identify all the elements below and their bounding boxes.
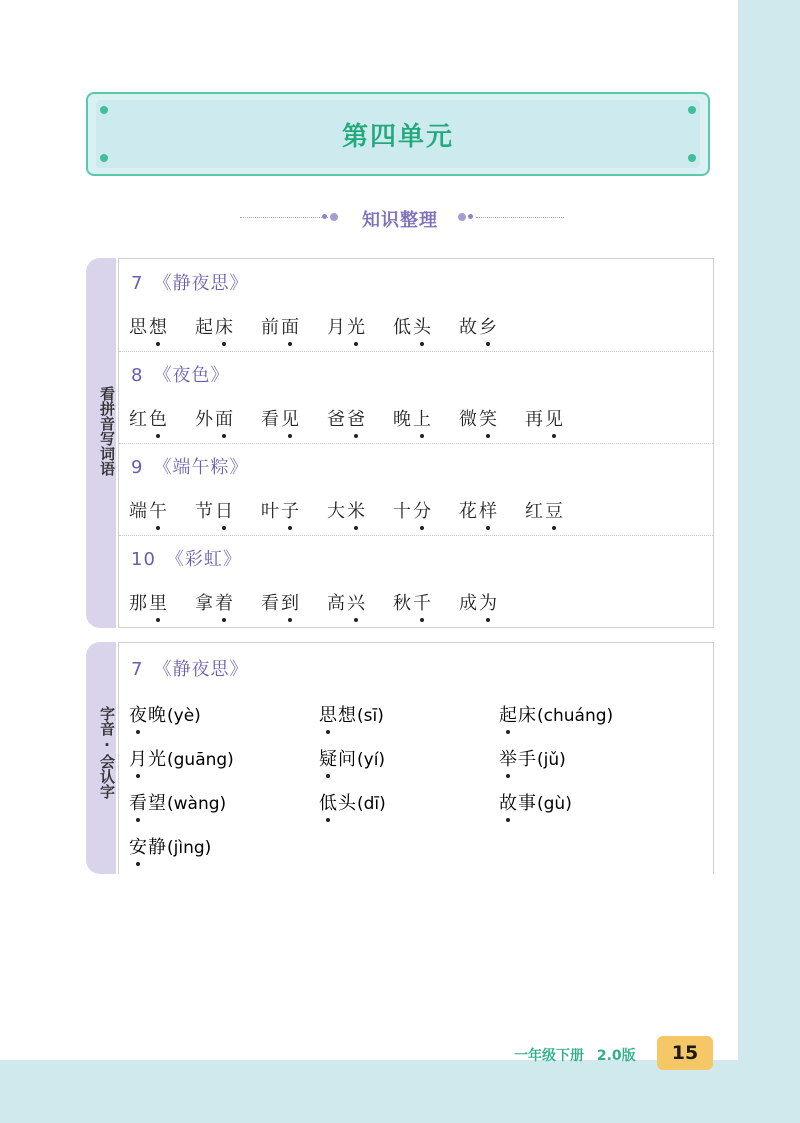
character: 笑 bbox=[479, 405, 499, 431]
character: 乡 bbox=[479, 313, 499, 339]
footer-version: 2.0版 bbox=[596, 1048, 636, 1064]
pinyin: (chuáng) bbox=[537, 706, 614, 726]
character: 成 bbox=[459, 593, 479, 614]
word bbox=[319, 789, 357, 815]
word bbox=[327, 497, 367, 523]
lesson-number: 8 bbox=[131, 365, 144, 386]
character: 拿 bbox=[195, 593, 215, 614]
lesson-title bbox=[131, 453, 248, 479]
word-row bbox=[129, 313, 525, 339]
pinyin: (wàng) bbox=[167, 794, 227, 814]
banner-dot-icon bbox=[100, 154, 108, 162]
character: 床 bbox=[215, 313, 235, 339]
character: 色 bbox=[149, 405, 169, 431]
pinyin-item bbox=[499, 789, 572, 815]
word bbox=[129, 313, 169, 339]
character: 节 bbox=[195, 501, 215, 522]
word-row bbox=[129, 405, 591, 431]
lesson-name: 《静夜思》 bbox=[153, 273, 249, 294]
character: 晚 bbox=[148, 705, 167, 726]
word bbox=[129, 497, 169, 523]
pinyin: (sī) bbox=[357, 706, 384, 726]
unit-banner bbox=[86, 92, 710, 176]
word bbox=[393, 589, 433, 615]
character: 想 bbox=[149, 313, 169, 339]
word bbox=[195, 405, 235, 431]
word-row bbox=[129, 589, 525, 615]
pinyin: (yè) bbox=[167, 706, 201, 726]
word bbox=[261, 589, 301, 615]
character: 着 bbox=[215, 589, 235, 615]
word-row bbox=[129, 497, 591, 523]
character: 分 bbox=[413, 497, 433, 523]
word bbox=[129, 405, 169, 431]
character: 前 bbox=[261, 317, 281, 338]
pinyin-item bbox=[129, 745, 234, 771]
character: 兴 bbox=[347, 589, 367, 615]
character: 外 bbox=[195, 409, 215, 430]
word bbox=[195, 497, 235, 523]
footer-grade: 一年级下册 bbox=[514, 1048, 584, 1064]
word bbox=[327, 589, 367, 615]
character: 花 bbox=[459, 501, 479, 522]
character: 见 bbox=[281, 405, 301, 431]
character: 月 bbox=[129, 745, 148, 771]
word bbox=[499, 789, 537, 815]
word bbox=[319, 701, 357, 727]
character: 头 bbox=[413, 313, 433, 339]
character: 故 bbox=[459, 317, 479, 338]
section2-tab bbox=[86, 642, 116, 874]
character: 再 bbox=[525, 409, 545, 430]
character: 爸 bbox=[347, 405, 367, 431]
unit-title: 第四单元 bbox=[341, 122, 454, 152]
character: 面 bbox=[215, 405, 235, 431]
character: 秋 bbox=[393, 593, 413, 614]
section1-tab-label: 看拼音写词语 bbox=[98, 386, 116, 476]
section-heading bbox=[240, 204, 560, 232]
pinyin-item bbox=[129, 701, 201, 727]
character: 红 bbox=[129, 409, 149, 430]
character: 事 bbox=[518, 793, 537, 814]
lesson-name: 《彩虹》 bbox=[165, 549, 242, 570]
word bbox=[261, 497, 301, 523]
character: 米 bbox=[347, 497, 367, 523]
character: 豆 bbox=[545, 497, 565, 523]
character: 见 bbox=[545, 405, 565, 431]
word bbox=[525, 497, 565, 523]
character: 微 bbox=[459, 409, 479, 430]
word bbox=[525, 405, 565, 431]
character: 爸 bbox=[327, 409, 347, 430]
word bbox=[327, 405, 367, 431]
character: 为 bbox=[479, 589, 499, 615]
banner-dot-icon bbox=[688, 106, 696, 114]
row-divider bbox=[119, 443, 713, 444]
character: 午 bbox=[149, 497, 169, 523]
character: 红 bbox=[525, 501, 545, 522]
character: 晚 bbox=[393, 409, 413, 430]
character: 举 bbox=[499, 745, 518, 771]
lesson-name: 《夜色》 bbox=[153, 365, 230, 386]
character: 叶 bbox=[261, 501, 281, 522]
footer bbox=[514, 1045, 636, 1065]
banner-dot-icon bbox=[688, 154, 696, 162]
pinyin: (yí) bbox=[357, 750, 386, 770]
character: 光 bbox=[148, 749, 167, 770]
character: 低 bbox=[393, 317, 413, 338]
character: 起 bbox=[499, 701, 518, 727]
word bbox=[393, 405, 433, 431]
word bbox=[319, 745, 357, 771]
character: 光 bbox=[347, 313, 367, 339]
word bbox=[499, 701, 537, 727]
section-title: 知识整理 bbox=[362, 210, 438, 231]
character: 望 bbox=[148, 793, 167, 814]
section1-box bbox=[118, 258, 714, 628]
pinyin-item bbox=[319, 701, 384, 727]
word bbox=[129, 589, 169, 615]
character: 十 bbox=[393, 501, 413, 522]
row-divider bbox=[119, 535, 713, 536]
word bbox=[459, 497, 499, 523]
word bbox=[129, 789, 167, 815]
character: 看 bbox=[129, 789, 148, 815]
character: 想 bbox=[338, 705, 357, 726]
character: 里 bbox=[149, 589, 169, 615]
row-divider bbox=[119, 351, 713, 352]
character: 安 bbox=[129, 833, 148, 859]
character: 面 bbox=[281, 313, 301, 339]
character: 头 bbox=[338, 793, 357, 814]
character: 故 bbox=[499, 789, 518, 815]
character: 床 bbox=[518, 705, 537, 726]
pinyin: (gù) bbox=[537, 794, 572, 814]
word bbox=[261, 405, 301, 431]
character: 疑 bbox=[319, 745, 338, 771]
pinyin-item bbox=[499, 701, 613, 727]
lesson-title bbox=[131, 269, 248, 295]
character: 手 bbox=[518, 749, 537, 770]
character: 思 bbox=[319, 701, 338, 727]
word bbox=[459, 313, 499, 339]
pinyin-item bbox=[129, 789, 226, 815]
character: 夜 bbox=[129, 701, 148, 727]
character: 月 bbox=[327, 317, 347, 338]
character: 千 bbox=[413, 589, 433, 615]
lesson-name: 《端午粽》 bbox=[153, 457, 249, 478]
word bbox=[459, 589, 499, 615]
pinyin-item bbox=[319, 789, 386, 815]
word bbox=[459, 405, 499, 431]
character: 到 bbox=[281, 589, 301, 615]
word bbox=[129, 833, 167, 859]
character: 思 bbox=[129, 317, 149, 338]
character: 问 bbox=[338, 749, 357, 770]
word bbox=[195, 589, 235, 615]
lesson-number: 10 bbox=[131, 549, 156, 570]
word bbox=[499, 745, 537, 771]
character: 大 bbox=[327, 501, 347, 522]
word bbox=[393, 497, 433, 523]
character: 那 bbox=[129, 593, 149, 614]
lesson-title bbox=[131, 655, 248, 681]
character: 低 bbox=[319, 789, 338, 815]
pinyin: (jǔ) bbox=[537, 750, 566, 770]
page-edge-strip bbox=[738, 0, 800, 1123]
lesson-number: 7 bbox=[131, 273, 144, 294]
word bbox=[393, 313, 433, 339]
word bbox=[129, 701, 167, 727]
word bbox=[261, 313, 301, 339]
word bbox=[195, 313, 235, 339]
pinyin-item bbox=[499, 745, 566, 771]
character: 端 bbox=[129, 501, 149, 522]
lesson-title bbox=[131, 545, 242, 571]
pinyin-item bbox=[129, 833, 211, 859]
character: 样 bbox=[479, 497, 499, 523]
lesson-number: 7 bbox=[131, 659, 144, 680]
word bbox=[327, 313, 367, 339]
character: 看 bbox=[261, 593, 281, 614]
bead-icon bbox=[458, 213, 466, 221]
section1-tab bbox=[86, 258, 116, 628]
character: 静 bbox=[148, 837, 167, 858]
character: 上 bbox=[413, 405, 433, 431]
character: 看 bbox=[261, 409, 281, 430]
lesson-number: 9 bbox=[131, 457, 144, 478]
lesson-name: 《静夜思》 bbox=[153, 659, 249, 680]
character: 子 bbox=[281, 497, 301, 523]
banner-dot-icon bbox=[100, 106, 108, 114]
word bbox=[129, 745, 167, 771]
page-number: 15 bbox=[657, 1036, 713, 1070]
heading-line-right bbox=[476, 217, 564, 218]
pinyin: (guāng) bbox=[167, 750, 234, 770]
lesson-title bbox=[131, 361, 229, 387]
section2-tab-label: 字音·会认字 bbox=[98, 706, 116, 799]
pinyin: (jìng) bbox=[167, 838, 212, 858]
pinyin-item bbox=[319, 745, 385, 771]
pinyin: (dī) bbox=[357, 794, 386, 814]
section2-box bbox=[118, 642, 714, 874]
bead-icon bbox=[468, 214, 473, 219]
character: 高 bbox=[327, 593, 347, 614]
character: 日 bbox=[215, 497, 235, 523]
character: 起 bbox=[195, 317, 215, 338]
